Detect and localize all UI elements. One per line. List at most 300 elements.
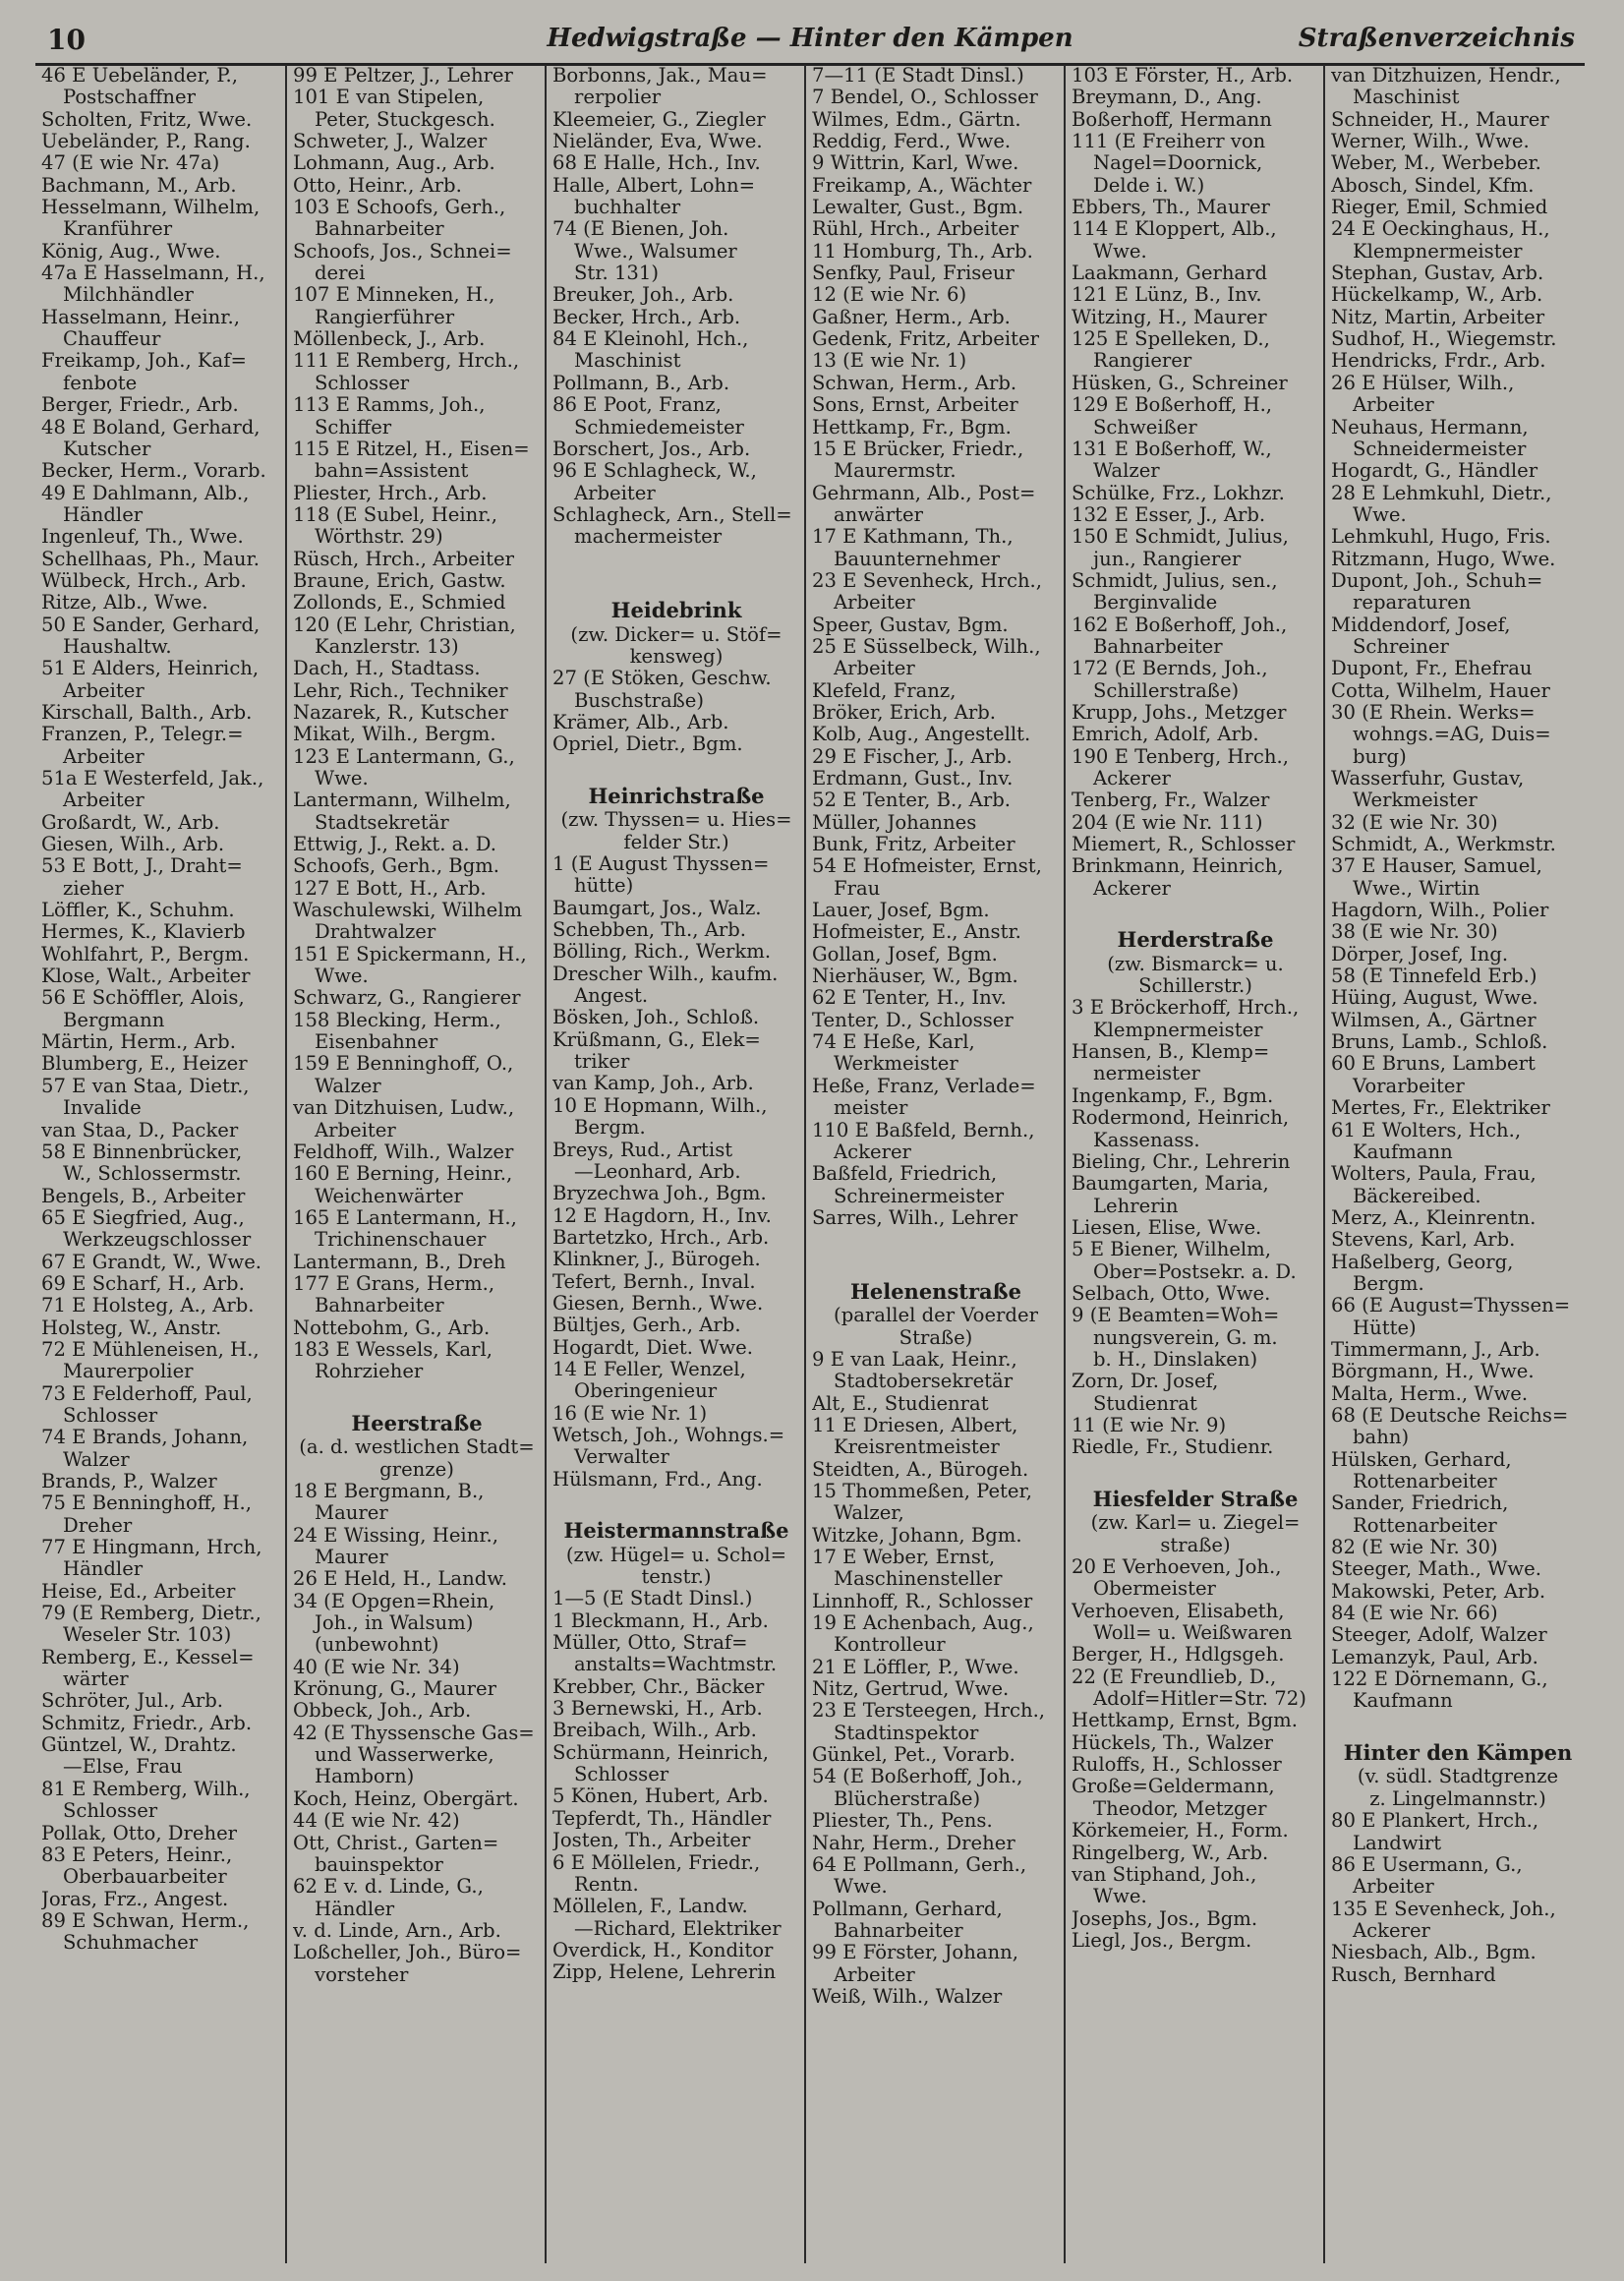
entry-continuation: bahn)	[1353, 1427, 1410, 1449]
directory-entry: 9 Wittrin, Karl, Wwe.	[812, 152, 1019, 175]
entry-continuation: Rangierer	[1093, 350, 1192, 373]
entry-continuation: Wwe.	[1093, 240, 1147, 263]
directory-entry: Hendricks, Frdr., Arb.	[1331, 350, 1546, 373]
street-location-note: (parallel der Voerder	[834, 1305, 1038, 1327]
entry-continuation: Schlosser	[574, 1764, 669, 1786]
directory-entry: 121 E Lünz, B., Inv.	[1072, 284, 1262, 307]
entry-continuation: Schreinermeister	[834, 1185, 1005, 1207]
directory-entry: 14 E Feller, Wenzel,	[552, 1358, 746, 1380]
directory-entry: van Ditzhuizen, Hendr.,	[1331, 65, 1561, 87]
directory-entry: 26 E Held, H., Landw.	[293, 1568, 507, 1591]
directory-entry: Wilmes, Edm., Gärtn.	[812, 108, 1021, 131]
entry-continuation: Studienrat	[1093, 1392, 1197, 1415]
directory-entry: Feldhoff, Wilh., Walzer	[293, 1140, 514, 1163]
directory-entry: Güntzel, W., Drahtz.	[41, 1734, 237, 1757]
street-directory-columns	[35, 65, 1589, 2263]
entry-continuation: W., Schlossermstr.	[63, 1163, 242, 1186]
spacer	[293, 1383, 541, 1405]
entry-continuation: burg)	[1353, 745, 1407, 768]
directory-entry: Malta, Herm., Wwe.	[1331, 1382, 1529, 1405]
directory-entry: 61 E Wolters, Hch.,	[1331, 1119, 1522, 1141]
street-heading: Heistermannstraße	[563, 1518, 789, 1544]
entry-continuation: Schlosser	[315, 372, 410, 394]
street-location-note: tenstr.)	[641, 1566, 712, 1589]
directory-entry: Tenter, D., Schlosser	[812, 1009, 1014, 1031]
directory-entry: Klinkner, J., Bürogeh.	[552, 1249, 761, 1271]
street-heading: Hinter den Kämpen	[1343, 1740, 1573, 1766]
directory-entry: Krüßmann, G., Elek=	[552, 1028, 761, 1051]
directory-entry: 48 E Boland, Gerhard,	[41, 416, 261, 439]
directory-entry: Schlagheck, Arn., Stell=	[552, 503, 792, 526]
directory-entry: Verhoeven, Elisabeth,	[1072, 1600, 1285, 1622]
directory-entry: 30 (E Rhein. Werks=	[1331, 701, 1536, 724]
entry-continuation: Angest.	[574, 985, 649, 1008]
entry-continuation: Schlosser	[63, 1800, 158, 1823]
directory-entry: 160 E Berning, Heinr.,	[293, 1163, 513, 1186]
directory-entry: Stevens, Karl, Arb.	[1331, 1229, 1516, 1252]
directory-entry: 65 E Siegfried, Aug.,	[41, 1206, 245, 1229]
directory-entry: Giesen, Wilh., Arb.	[41, 834, 225, 856]
directory-entry: 129 E Boßerhoff, H.,	[1072, 394, 1273, 417]
entry-continuation: Ackerer	[834, 1140, 911, 1163]
directory-entry: 114 E Kloppert, Alb.,	[1072, 218, 1277, 241]
entry-continuation: buchhalter	[574, 197, 681, 219]
directory-entry: 111 (E Freiherr von	[1072, 131, 1266, 153]
directory-entry: Waschulewski, Wilhelm	[293, 900, 523, 922]
directory-entry: Liesen, Elise, Wwe.	[1072, 1216, 1262, 1239]
directory-entry: 20 E Verhoeven, Joh.,	[1072, 1556, 1282, 1579]
directory-entry: Miemert, R., Schlosser	[1072, 834, 1296, 856]
directory-entry: Lehr, Rich., Techniker	[293, 679, 508, 702]
directory-entry: 123 E Lantermann, G.,	[293, 745, 515, 768]
directory-entry: 37 E Hauser, Samuel,	[1331, 855, 1542, 878]
directory-entry: Wilmsen, A., Gärtner	[1331, 1009, 1537, 1031]
street-location-note: Schillerstr.)	[1138, 975, 1252, 998]
directory-entry: 17 E Weber, Ernst,	[812, 1547, 996, 1569]
directory-entry: Krupp, Johs., Metzger	[1072, 701, 1287, 724]
directory-entry: Riedle, Fr., Studienr.	[1072, 1436, 1274, 1459]
directory-entry: 24 E Oeckinghaus, H.,	[1331, 218, 1550, 241]
entry-continuation: Wwe.	[315, 768, 369, 790]
directory-entry: 26 E Hülser, Wilh.,	[1331, 372, 1515, 394]
directory-entry: Schebben, Th., Arb.	[552, 919, 747, 942]
directory-entry: Steeger, Math., Wwe.	[1331, 1558, 1541, 1581]
directory-entry: 162 E Boßerhoff, Joh.,	[1072, 614, 1288, 636]
spacer	[1331, 1713, 1585, 1734]
street-location-note: (zw. Hügel= u. Schol=	[565, 1544, 787, 1566]
directory-entry: 127 E Bott, H., Arb.	[293, 877, 487, 900]
directory-entry: Pliester, Hrch., Arb.	[293, 482, 488, 504]
directory-entry: Bruns, Lamb., Schloß.	[1331, 1031, 1548, 1054]
directory-entry: Weber, M., Werbeber.	[1331, 152, 1541, 175]
directory-entry: Lauer, Josef, Bgm.	[812, 900, 990, 922]
entry-continuation: rerpolier	[574, 87, 662, 109]
directory-entry: Koch, Heinz, Obergärt.	[293, 1787, 519, 1810]
directory-entry: 125 E Spelleken, D.,	[1072, 328, 1270, 351]
entry-continuation: Bauunternehmer	[834, 548, 1001, 570]
directory-entry: van Stiphand, Joh.,	[1072, 1863, 1257, 1886]
directory-entry: 72 E Mühleneisen, H.,	[41, 1338, 260, 1361]
entry-continuation: Haushaltw.	[63, 635, 172, 658]
directory-entry: Zipp, Helene, Lehrerin	[552, 1961, 777, 1984]
directory-entry: Nazarek, R., Kutscher	[293, 701, 508, 724]
directory-entry: 40 (E wie Nr. 34)	[293, 1656, 460, 1678]
directory-entry: Hogardt, Diet. Wwe.	[552, 1336, 753, 1359]
directory-entry: 111 E Remberg, Hrch.,	[293, 350, 520, 373]
directory-entry: 99 E Förster, Johann,	[812, 1942, 1018, 1964]
directory-entry: 15 E Brücker, Friedr.,	[812, 438, 1024, 460]
entry-continuation: wärter	[63, 1668, 129, 1691]
street-location-note: straße)	[1160, 1534, 1231, 1556]
directory-entry: Wülbeck, Hrch., Arb.	[41, 569, 247, 592]
directory-entry: 56 E Schöffler, Alois,	[41, 987, 245, 1010]
entry-continuation: Arbeiter	[834, 658, 915, 680]
entry-continuation: Maschinist	[1353, 87, 1460, 109]
directory-entry: Tefert, Bernh., Inval.	[552, 1270, 756, 1293]
directory-entry: Berger, Friedr., Arb.	[41, 394, 239, 417]
directory-entry: Bachmann, M., Arb.	[41, 174, 237, 197]
directory-entry: 110 E Baßfeld, Bernh.,	[812, 1119, 1035, 1141]
directory-entry: 3 E Bröckerhoff, Hrch.,	[1072, 997, 1300, 1020]
directory-entry: Bartetzko, Hrch., Arb.	[552, 1226, 770, 1249]
entry-continuation: —Richard, Elektriker	[574, 1917, 782, 1940]
directory-entry: 29 E Fischer, J., Arb.	[812, 745, 1013, 768]
directory-entry: Klose, Walt., Arbeiter	[41, 965, 251, 988]
directory-entry: 46 E Uebeländer, P.,	[41, 65, 238, 87]
entry-continuation: Kranführer	[63, 218, 173, 241]
entry-continuation: Invalide	[63, 1097, 142, 1120]
directory-entry: Bunk, Fritz, Arbeiter	[812, 834, 1015, 856]
entry-continuation: reparaturen	[1353, 592, 1472, 614]
directory-entry: Bültjes, Gerh., Arb.	[552, 1315, 741, 1337]
street-heading: Herderstraße	[1117, 927, 1274, 953]
directory-entry: Boßerhoff, Hermann	[1072, 108, 1272, 131]
street-location-note: Straße)	[899, 1326, 973, 1349]
directory-entry: Lantermann, Wilhelm,	[293, 790, 511, 812]
directory-entry: 58 E Binnenbrücker,	[41, 1140, 243, 1163]
directory-entry: van Kamp, Joh., Arb.	[552, 1073, 754, 1095]
directory-entry: Bengels, B., Arbeiter	[41, 1185, 246, 1207]
directory-entry: Sander, Friedrich,	[1331, 1492, 1509, 1515]
spacer	[1072, 1459, 1319, 1481]
entry-continuation: fenbote	[63, 372, 138, 394]
directory-entry: Körkemeier, H., Form.	[1072, 1820, 1289, 1842]
directory-entry: Möllelen, F., Landw.	[552, 1896, 748, 1918]
entry-continuation: Bergm.	[574, 1117, 646, 1140]
directory-entry: 71 E Holsteg, A., Arb.	[41, 1295, 255, 1317]
entry-continuation: Arbeiter	[1353, 1876, 1434, 1899]
street-location-note: (zw. Thyssen= u. Hies=	[560, 809, 792, 832]
street-location-note: (zw. Karl= u. Ziegel=	[1090, 1512, 1301, 1535]
directory-entry: Middendorf, Josef,	[1331, 614, 1511, 636]
directory-entry: Holsteg, W., Anstr.	[41, 1316, 222, 1339]
directory-entry: Nitz, Martin, Arbeiter	[1331, 306, 1545, 328]
directory-entry: Hansen, B., Klemp=	[1072, 1041, 1270, 1064]
entry-continuation: Schreiner	[1353, 635, 1449, 658]
directory-entry: Zorn, Dr. Josef,	[1072, 1371, 1219, 1393]
directory-entry: 172 (E Bernds, Joh.,	[1072, 658, 1268, 680]
directory-entry: 42 (E Thyssensche Gas=	[293, 1722, 535, 1744]
directory-entry: Mikat, Wilh., Bergm.	[293, 724, 496, 746]
directory-entry: Drescher Wilh., kaufm.	[552, 963, 779, 985]
entry-continuation: Kreisrentmeister	[834, 1436, 1000, 1459]
entry-continuation: jun., Rangierer	[1093, 548, 1242, 570]
directory-entry: Ettwig, J., Rekt. a. D.	[293, 834, 497, 856]
entry-continuation: Theodor, Metzger	[1093, 1797, 1267, 1820]
directory-entry: 12 (E wie Nr. 6)	[812, 284, 967, 307]
directory-entry: 47 (E wie Nr. 47a)	[41, 152, 220, 175]
directory-entry: Wasserfuhr, Gustav,	[1331, 768, 1525, 790]
entry-continuation: Drahtwalzer	[315, 921, 436, 944]
directory-entry: 25 E Süsselbeck, Wilh.,	[812, 635, 1041, 658]
directory-entry: Hesselmann, Wilhelm,	[41, 197, 261, 219]
entry-continuation: Bahnarbeiter	[315, 1295, 444, 1317]
entry-continuation: Lehrerin	[1093, 1195, 1179, 1217]
entry-continuation: Stadtinspektor	[834, 1722, 979, 1744]
directory-entry: Nahr, Herm., Dreher	[812, 1832, 1015, 1854]
spacer	[812, 1252, 1060, 1273]
directory-entry: Sudhof, H., Wiegemstr.	[1331, 328, 1557, 351]
directory-entry: Stephan, Gustav, Arb.	[1331, 263, 1544, 285]
directory-entry: Laakmann, Gerhard	[1072, 263, 1268, 285]
entry-continuation: Delde i. W.)	[1093, 174, 1205, 197]
directory-entry: Schweter, J., Walzer	[293, 131, 488, 153]
spacer	[552, 1491, 800, 1512]
directory-entry: Baumgarten, Maria,	[1072, 1173, 1269, 1196]
entry-continuation: Maurer	[315, 1502, 388, 1525]
directory-entry: Pollak, Otto, Dreher	[41, 1822, 238, 1844]
directory-entry: 11 (E wie Nr. 9)	[1072, 1414, 1227, 1436]
directory-entry: Erdmann, Gust., Inv.	[812, 768, 1014, 790]
directory-entry: 28 E Lehmkuhl, Dietr.,	[1331, 482, 1552, 504]
directory-entry: Brands, P., Walzer	[41, 1471, 217, 1492]
entry-continuation: Werkzeugschlosser	[63, 1229, 252, 1252]
directory-entry: Lohmann, Aug., Arb.	[293, 152, 495, 175]
directory-entry: Speer, Gustav, Bgm.	[812, 614, 1009, 636]
entry-continuation: Arbeiter	[315, 1119, 396, 1141]
entry-continuation: —Leonhard, Arb.	[574, 1160, 741, 1183]
directory-entry: 62 E Tenter, H., Inv.	[812, 987, 1007, 1010]
directory-entry: Obbeck, Joh., Arb.	[293, 1700, 472, 1723]
directory-entry: Alt, E., Studienrat	[812, 1392, 989, 1415]
directory-entry: 51a E Westerfeld, Jak.,	[41, 768, 264, 790]
entry-continuation: Bäckereibed.	[1353, 1185, 1481, 1207]
directory-entry: 49 E Dahlmann, Alb.,	[41, 482, 250, 504]
directory-entry: Senfky, Paul, Friseur	[812, 263, 1015, 285]
directory-entry: Lehmkuhl, Hugo, Fris.	[1331, 526, 1551, 549]
entry-continuation: zieher	[63, 877, 124, 900]
directory-entry: Sarres, Wilh., Lehrer	[812, 1206, 1018, 1229]
directory-entry: Uebeländer, P., Rang.	[41, 131, 251, 153]
directory-entry: 66 (E August=Thyssen=	[1331, 1295, 1571, 1317]
entry-continuation: Wörthstr. 29)	[315, 526, 443, 549]
spacer	[552, 570, 800, 592]
entry-continuation: Arbeiter	[834, 592, 915, 614]
directory-entry: 115 E Ritzel, H., Eisen=	[293, 438, 530, 460]
directory-entry: 183 E Wessels, Karl,	[293, 1338, 493, 1361]
directory-entry: 57 E van Staa, Dietr.,	[41, 1075, 250, 1097]
entry-continuation: Kaufmann	[1353, 1140, 1453, 1163]
directory-entry: 158 Blecking, Herm.,	[293, 1009, 501, 1031]
directory-entry: Schürmann, Heinrich,	[552, 1741, 769, 1764]
directory-entry: Gaßner, Herm., Arb.	[812, 306, 1011, 328]
directory-entry: 1 (E August Thyssen=	[552, 853, 770, 876]
directory-entry: 52 E Tenter, B., Arb.	[812, 790, 1011, 812]
directory-entry: Reddig, Ferd., Wwe.	[812, 131, 1012, 153]
directory-entry: 118 (E Subel, Heinr.,	[293, 503, 497, 526]
directory-entry: Overdick, H., Konditor	[552, 1939, 774, 1961]
directory-entry: Tepferdt, Th., Händler	[552, 1807, 772, 1830]
directory-entry: 68 (E Deutsche Reichs=	[1331, 1404, 1569, 1427]
directory-entry: Hülsmann, Frd., Ang.	[552, 1468, 763, 1491]
directory-entry: Schmidt, Julius, sen.,	[1072, 569, 1278, 592]
spacer	[552, 549, 800, 570]
directory-entry: Schröter, Jul., Arb.	[41, 1690, 224, 1713]
entry-continuation: Kontrolleur	[834, 1634, 946, 1657]
directory-entry: Opriel, Dietr., Bgm.	[552, 733, 743, 756]
directory-entry: Makowski, Peter, Arb.	[1331, 1580, 1546, 1603]
directory-entry: Märtin, Herm., Arb.	[41, 1031, 236, 1054]
street-heading: Hiesfelder Straße	[1092, 1487, 1299, 1511]
entry-continuation: Postschaffner	[63, 87, 196, 109]
directory-entry: Pollmann, Gerhard,	[812, 1898, 1003, 1920]
entry-continuation: triker	[574, 1051, 630, 1074]
spacer	[1072, 900, 1319, 921]
directory-entry: 18 E Bergmann, B.,	[293, 1481, 485, 1502]
entry-continuation: Maurerpolier	[63, 1361, 194, 1383]
entry-continuation: Ackerer	[1353, 1919, 1430, 1942]
street-location-note: (zw. Bismarck= u.	[1107, 953, 1284, 975]
directory-entry: 96 E Schlagheck, W.,	[552, 460, 757, 483]
directory-entry: Gedenk, Fritz, Arbeiter	[812, 328, 1039, 351]
directory-entry: 21 E Löffler, P., Wwe.	[812, 1656, 1019, 1678]
directory-entry: Krebber, Chr., Bäcker	[552, 1675, 765, 1698]
directory-entry: Ebbers, Th., Maurer	[1072, 197, 1270, 219]
entry-continuation: derei	[315, 263, 366, 285]
directory-entry: Breys, Rud., Artist	[552, 1139, 733, 1161]
directory-entry: Schoofs, Gerh., Bgm.	[293, 855, 500, 878]
entry-continuation: Eisenbahner	[315, 1031, 438, 1054]
directory-entry: 11 Homburg, Th., Arb.	[812, 240, 1033, 263]
directory-entry: Ott, Christ., Garten=	[293, 1832, 499, 1854]
entry-continuation: Rottenarbeiter	[1353, 1471, 1497, 1492]
directory-entry: Krämer, Alb., Arb.	[552, 711, 729, 733]
entry-continuation: Trichinenschauer	[315, 1229, 487, 1252]
entry-continuation: Schneidermeister	[1353, 438, 1527, 460]
directory-entry: Remberg, E., Kessel=	[41, 1646, 255, 1668]
column-5	[1066, 65, 1325, 2263]
entry-continuation: anwärter	[834, 503, 923, 526]
directory-entry: 38 (E wie Nr. 30)	[1331, 921, 1498, 944]
entry-continuation: Ackerer	[1093, 877, 1171, 900]
directory-entry: Hofmeister, E., Anstr.	[812, 921, 1021, 944]
directory-entry: 62 E v. d. Linde, G.,	[293, 1876, 484, 1899]
street-heading: Helenenstraße	[850, 1278, 1021, 1304]
directory-entry: 103 E Schoofs, Gerh.,	[293, 197, 506, 219]
directory-entry: 131 E Boßerhoff, W.,	[1072, 438, 1272, 460]
street-location-note: (v. südl. Stadtgrenze	[1357, 1766, 1559, 1788]
directory-entry: König, Aug., Wwe.	[41, 240, 221, 263]
entry-continuation: nungsverein, G. m.	[1093, 1326, 1278, 1349]
directory-entry: Ringelberg, W., Arb.	[1072, 1842, 1269, 1864]
entry-continuation: Wwe.	[834, 1876, 888, 1899]
entry-continuation: Arbeiter	[1353, 394, 1434, 417]
directory-entry: 73 E Felderhoff, Paul,	[41, 1382, 253, 1405]
directory-entry: 5 E Biener, Wilhelm,	[1072, 1239, 1271, 1261]
street-location-note: (a. d. westlichen Stadt=	[299, 1436, 535, 1459]
directory-entry: Hagdorn, Wilh., Polier	[1331, 900, 1549, 922]
street-location-note: z. Lingelmannstr.)	[1369, 1787, 1546, 1810]
entry-continuation: Chauffeur	[63, 328, 161, 351]
directory-entry: Dupont, Fr., Ehefrau	[1331, 658, 1533, 680]
directory-entry: 68 E Halle, Hch., Inv.	[552, 152, 761, 175]
entry-continuation: Händler	[63, 503, 144, 526]
entry-continuation: Werkmeister	[834, 1053, 958, 1076]
entry-continuation: Stadtsekretär	[315, 811, 449, 834]
directory-entry: Schneider, H., Maurer	[1331, 108, 1549, 131]
entry-continuation: b. H., Dinslaken)	[1093, 1348, 1258, 1371]
entry-continuation: Walzer,	[834, 1502, 904, 1525]
entry-continuation: Schmiedemeister	[574, 416, 744, 439]
entry-continuation: Kanzlerstr. 13)	[315, 635, 459, 658]
entry-continuation: Maschinist	[574, 350, 681, 373]
entry-continuation: machermeister	[574, 526, 723, 549]
spacer	[812, 1229, 1060, 1251]
directory-entry: 113 E Ramms, Joh.,	[293, 394, 486, 417]
directory-entry: Liegl, Jos., Bergm.	[1072, 1929, 1252, 1952]
entry-continuation: Hamborn)	[315, 1766, 415, 1788]
directory-entry: Neuhaus, Hermann,	[1331, 416, 1529, 439]
entry-continuation: hütte)	[574, 875, 634, 898]
entry-continuation: (unbewohnt)	[315, 1634, 439, 1657]
directory-entry: 27 (E Stöken, Geschw.	[552, 668, 772, 690]
entry-continuation: Nagel=Doornick,	[1093, 152, 1263, 175]
directory-entry: 122 E Dörnemann, G.,	[1331, 1668, 1548, 1691]
directory-entry: 69 E Scharf, H., Arb.	[41, 1272, 245, 1295]
entry-continuation: meister	[834, 1097, 908, 1120]
directory-entry: Schwarz, G., Rangierer	[293, 987, 521, 1010]
entry-continuation: Arbeiter	[63, 745, 145, 768]
entry-continuation: vorsteher	[315, 1963, 409, 1986]
directory-entry: Schoofs, Jos., Schnei=	[293, 240, 512, 263]
directory-entry: Hüing, August, Wwe.	[1331, 987, 1538, 1010]
directory-entry: Hermes, K., Klavierb	[41, 921, 246, 944]
entry-continuation: Obermeister	[1093, 1578, 1216, 1601]
page-number: 10	[47, 24, 86, 56]
directory-entry: 79 (E Remberg, Dietr.,	[41, 1603, 261, 1625]
directory-entry: 82 (E wie Nr. 30)	[1331, 1537, 1498, 1559]
entry-continuation: Rohrzieher	[315, 1361, 424, 1383]
directory-entry: Timmermann, J., Arb.	[1331, 1338, 1540, 1361]
directory-entry: Müller, Johannes	[812, 811, 977, 834]
directory-entry: Baßfeld, Friedrich,	[812, 1163, 998, 1186]
entry-continuation: Arbeiter	[574, 482, 656, 504]
directory-entry: 89 E Schwan, Herm.,	[41, 1909, 250, 1932]
entry-continuation: Arbeiter	[834, 1963, 915, 1986]
directory-entry: Nieländer, Eva, Wwe.	[552, 131, 763, 153]
entry-continuation: Oberingenieur	[574, 1380, 718, 1403]
directory-entry: Hettkamp, Ernst, Bgm.	[1072, 1710, 1298, 1732]
directory-entry: Kolb, Aug., Angestellt.	[812, 724, 1031, 746]
entry-continuation: Schuhmacher	[63, 1932, 199, 1955]
directory-entry: 60 E Bruns, Lambert	[1331, 1053, 1536, 1076]
entry-continuation: Ober=Postsekr. a. D.	[1093, 1260, 1297, 1283]
entry-continuation: Bahnarbeiter	[834, 1919, 963, 1942]
directory-entry: Gehrmann, Alb., Post=	[812, 482, 1036, 504]
directory-entry: 84 (E wie Nr. 66)	[1331, 1603, 1498, 1625]
directory-entry: Schmidt, A., Werkmstr.	[1331, 834, 1556, 856]
directory-entry: 51 E Alders, Heinrich,	[41, 658, 260, 680]
